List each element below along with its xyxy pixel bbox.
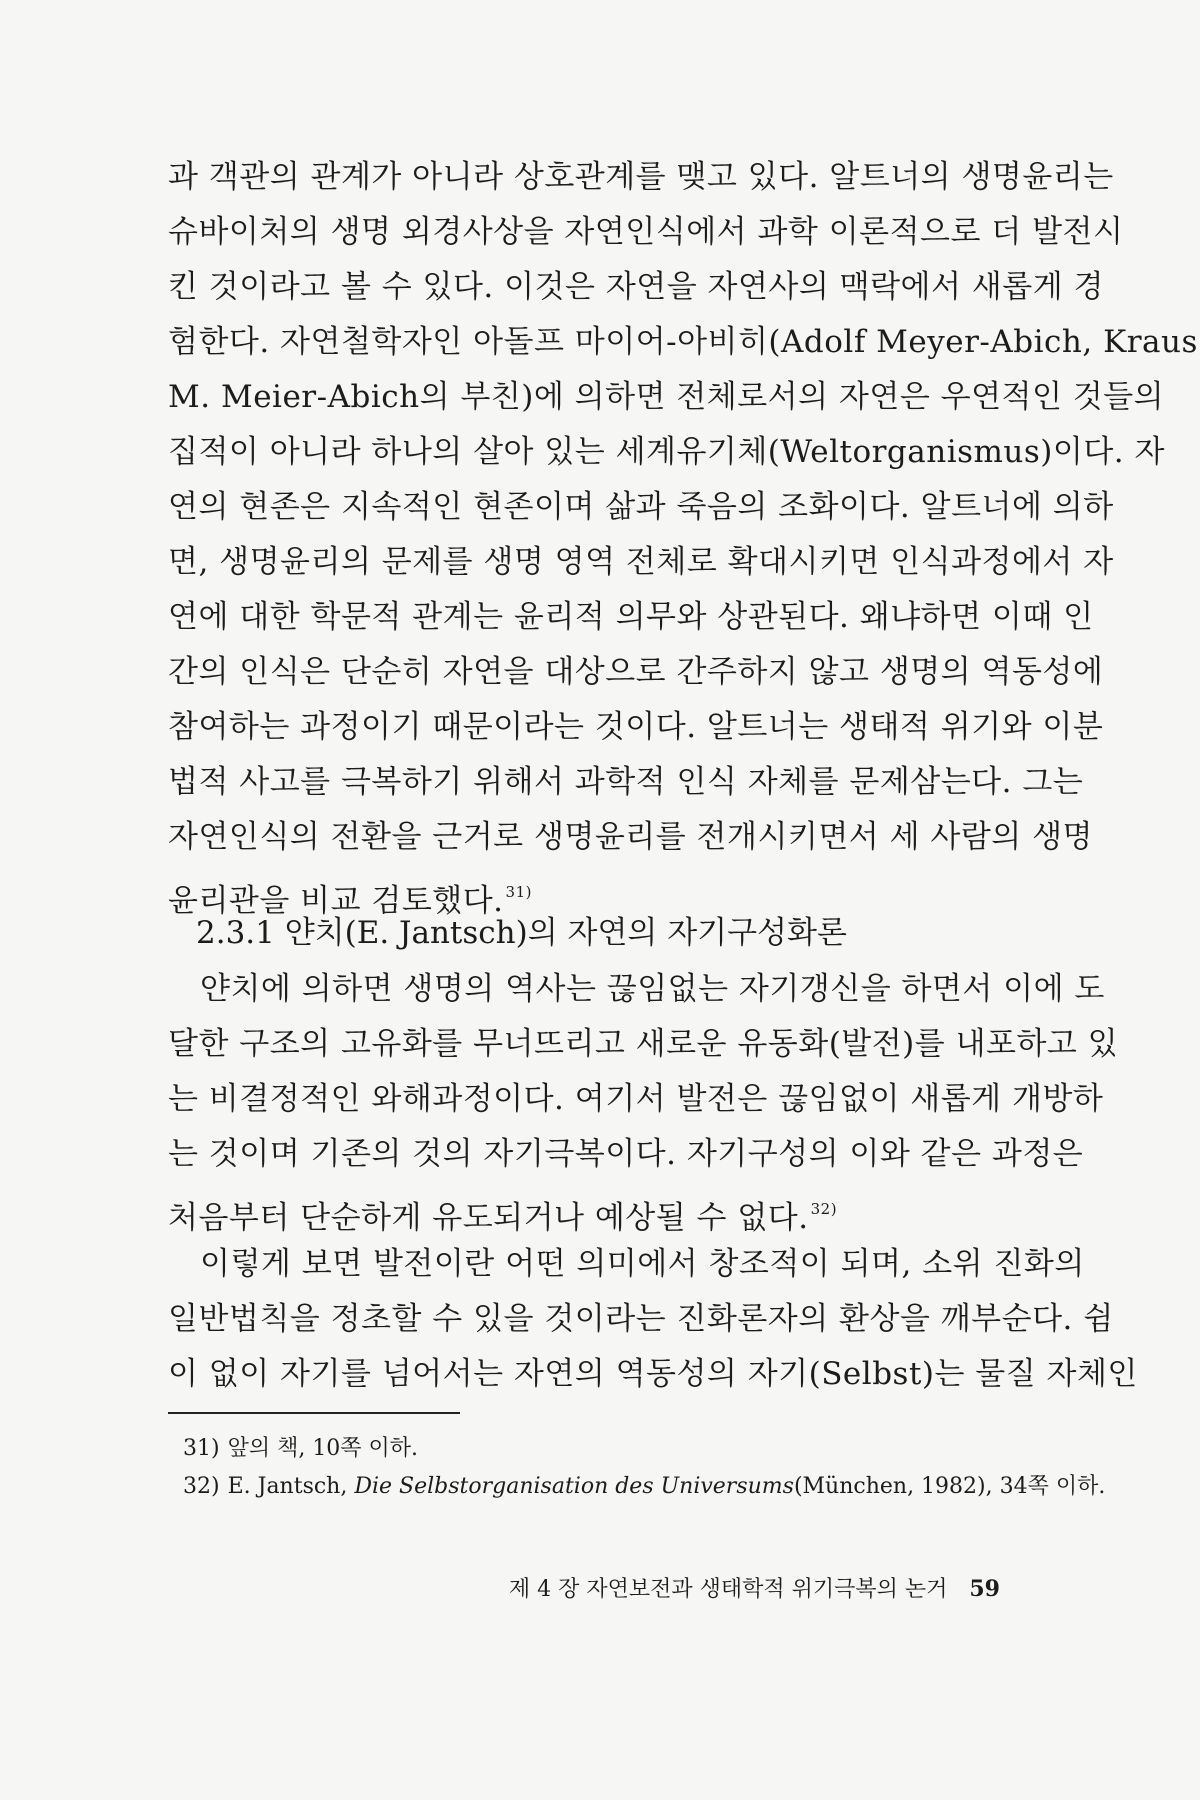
- text-line: 슈바이처의 생명 외경사상을 자연인식에서 과학 이론적으로 더 발전시: [168, 214, 1124, 250]
- footnote-author: E. Jantsch,: [227, 1474, 355, 1499]
- page-footer: [509, 1572, 1000, 1603]
- text-line: 자연인식의 전환을 근거로 생명윤리를 전개시키면서 세 사람의 생명: [168, 819, 1093, 855]
- text-line: 과 객관의 관계가 아니라 상호관계를 맺고 있다. 알트너의 생명윤리는: [168, 159, 1114, 195]
- footnote-reference-32[interactable]: 32): [810, 1200, 838, 1218]
- text-line: 연에 대한 학문적 관계는 윤리적 의무와 상관된다. 왜냐하면 이때 인: [168, 599, 1094, 635]
- text-line: 는 것이며 기존의 것의 자기극복이다. 자기구성의 이와 같은 과정은: [168, 1136, 1084, 1172]
- text-line: 킨 것이라고 볼 수 있다. 이것은 자연을 자연사의 맥락에서 새롭게 경: [168, 269, 1104, 305]
- text-line: 간의 인식은 단순히 자연을 대상으로 간주하지 않고 생명의 역동성에: [168, 654, 1104, 690]
- text-line: 연의 현존은 지속적인 현존이며 삶과 죽음의 조화이다. 알트너에 의하: [168, 489, 1114, 525]
- text-line: 이렇게 보면 발전이란 어떤 의미에서 창조적이 되며, 소위 진화의: [200, 1246, 1085, 1282]
- body-paragraph: [168, 150, 1198, 920]
- text-line: 이 없이 자기를 넘어서는 자연의 역동성의 자기(Selbst)는 물질 자체인: [168, 1356, 1138, 1392]
- footnote-divider: [168, 1412, 460, 1414]
- text-line: 일반법칙을 정초할 수 있을 것이라는 진화론자의 환상을 깨부순다. 쉼: [168, 1301, 1114, 1337]
- section-body: [168, 962, 1138, 1402]
- text-line: M. Meier-Abich의 부친)에 의하면 전체로서의 자연은 우연적인 것들의: [168, 379, 1165, 415]
- footnote-number: 32): [183, 1474, 220, 1499]
- text-line: [168, 1182, 1044, 1237]
- footnote-book-title: Die Selbstorganisation des Universums: [354, 1474, 794, 1499]
- text-line: 험한다. 자연철학자인 아돌프 마이어-아비히(Adolf Meyer-Abich, Kraus: [168, 324, 1198, 360]
- footnote-31: [183, 1430, 1043, 1468]
- footnote-number: 31): [183, 1436, 220, 1461]
- page-number: 59: [969, 1576, 1000, 1602]
- running-title: 제 4 장 자연보전과 생태학적 위기극복의 논거: [508, 1577, 948, 1602]
- footnotes: [183, 1430, 1106, 1506]
- text-line-content: 윤리관을 비교 검토했다.: [168, 883, 504, 919]
- text-line-content: 처음부터 단순하게 유도되거나 예상될 수 없다.: [168, 1200, 809, 1236]
- text-line: 집적이 아니라 하나의 살아 있는 세계유기체(Weltorganismus)이다. 자: [168, 434, 1165, 470]
- section-heading: 2.3.1 얀치(E. Jantsch)의 자연의 자기구성화론: [196, 915, 847, 951]
- text-line: 법적 사고를 극복하기 위해서 과학적 인식 자체를 문제삼는다. 그는: [168, 764, 1084, 800]
- footnote-reference-31[interactable]: 31): [505, 883, 532, 901]
- footnote-text: (München, 1982), 34쪽 이하.: [793, 1474, 1106, 1499]
- footnote-32: [183, 1468, 1106, 1506]
- text-line: 는 비결정적인 와해과정이다. 여기서 발전은 끊임없이 새롭게 개방하: [168, 1081, 1104, 1117]
- footnote-text: 앞의 책, 10쪽 이하.: [227, 1436, 419, 1461]
- text-line: 달한 구조의 고유화를 무너뜨리고 새로운 유동화(발전)를 내포하고 있: [168, 1026, 1119, 1062]
- text-line: 참여하는 과정이기 때문이라는 것이다. 알트너는 생태적 위기와 이분: [168, 709, 1104, 745]
- text-line: 얀치에 의하면 생명의 역사는 끊임없는 자기갱신을 하면서 이에 도: [200, 971, 1105, 1007]
- text-line: 면, 생명윤리의 문제를 생명 영역 전체로 확대시키면 인식과정에서 자: [168, 544, 1114, 580]
